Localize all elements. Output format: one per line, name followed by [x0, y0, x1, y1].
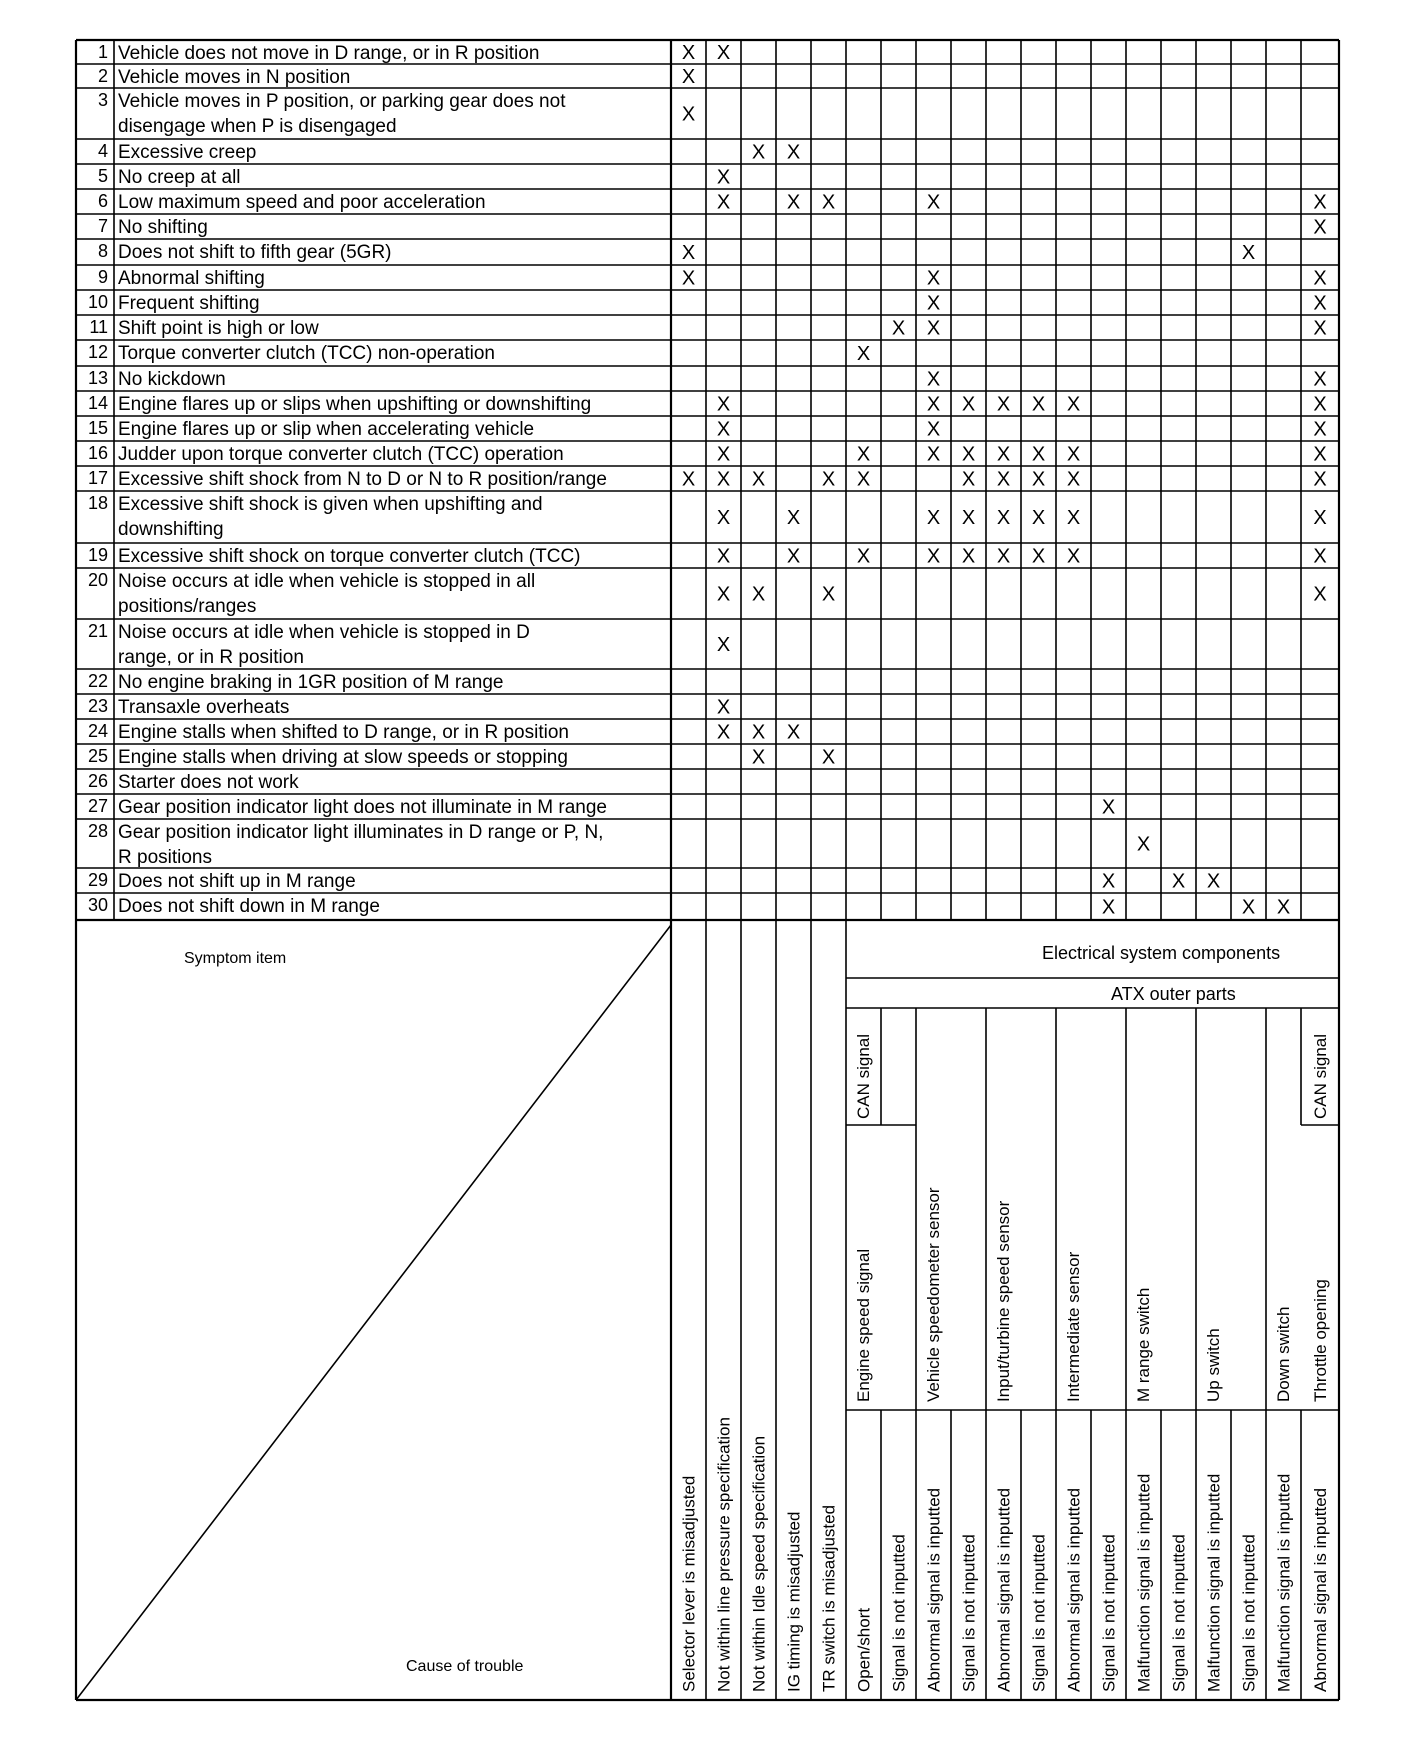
symptom-text: positions/ranges: [118, 596, 257, 617]
row-number: 24: [87, 721, 108, 741]
cause-label: Malfunction signal is inputted: [1134, 1473, 1154, 1692]
trouble-mark: X: [961, 545, 976, 568]
trouble-mark: X: [996, 468, 1011, 491]
row-number: 12: [87, 342, 108, 362]
trouble-mark: X: [996, 393, 1011, 416]
row-number: 5: [97, 166, 108, 186]
cause-label: Abnormal signal is inputted: [994, 1487, 1014, 1692]
trouble-mark: X: [786, 507, 801, 529]
symptom-text: Engine stalls when shifted to D range, or in R position: [118, 722, 569, 743]
sensor-label: Down switch: [1274, 1306, 1293, 1402]
symptom-text: Noise occurs at idle when vehicle is stopped in D: [118, 622, 530, 643]
row-number: 18: [87, 493, 108, 513]
cause-label: Malfunction signal is inputted: [1204, 1473, 1224, 1692]
row-number: 6: [97, 191, 108, 211]
row-number: 19: [87, 545, 108, 565]
trouble-mark: X: [1276, 896, 1291, 919]
cause-label: Open/short: [854, 1607, 874, 1692]
symptom-text: Shift point is high or low: [118, 318, 319, 339]
symptom-text: No shifting: [118, 217, 208, 238]
trouble-mark: X: [1101, 870, 1116, 893]
trouble-mark: X: [716, 393, 731, 416]
symptom-text: Vehicle moves in P position, or parking gear does not: [118, 91, 566, 112]
trouble-mark: X: [751, 583, 766, 606]
trouble-mark: X: [716, 418, 731, 441]
trouble-mark: X: [681, 242, 696, 264]
symptom-text: Transaxle overheats: [118, 697, 290, 718]
trouble-mark: X: [1136, 833, 1151, 856]
symptom-text: Starter does not work: [118, 772, 299, 793]
trouble-mark: X: [716, 583, 731, 606]
symptom-text: Torque converter clutch (TCC) non-operation: [118, 343, 496, 364]
trouble-mark: X: [716, 468, 731, 491]
trouble-mark: X: [926, 292, 941, 315]
trouble-mark: X: [1031, 507, 1046, 529]
trouble-mark: X: [821, 583, 836, 606]
sensor-label: Input/turbine speed sensor: [994, 1200, 1013, 1402]
trouble-mark: X: [1313, 468, 1327, 491]
symptom-text: Vehicle does not move in D range, or in R position: [118, 43, 540, 64]
row-number: 8: [97, 241, 108, 261]
trouble-mark: X: [681, 468, 696, 491]
trouble-mark: X: [961, 443, 976, 466]
trouble-mark: X: [1101, 896, 1116, 919]
symptom-text: Vehicle moves in N position: [118, 67, 351, 88]
symptom-text: Gear position indicator light illuminates in D range or P, N,: [118, 822, 604, 843]
trouble-mark: X: [681, 267, 696, 290]
row-number: 4: [97, 141, 108, 161]
sensor-label: Up switch: [1204, 1328, 1223, 1402]
trouble-mark: X: [1313, 418, 1327, 441]
trouble-mark: X: [681, 66, 696, 88]
trouble-mark: X: [751, 141, 766, 164]
symptom-text: range, or in R position: [118, 647, 304, 668]
row-number: 13: [87, 368, 108, 388]
symptom-text: Excessive shift shock is given when upshifting and: [118, 494, 543, 515]
trouble-mark: X: [1101, 796, 1116, 819]
cause-label: Signal is not inputted: [889, 1534, 909, 1692]
symptom-text: Excessive creep: [118, 142, 257, 163]
symptom-text: No creep at all: [118, 167, 241, 188]
sensor-label: Engine speed signal: [854, 1248, 873, 1402]
atx-outer-parts-label: ATX outer parts: [1111, 984, 1236, 1004]
trouble-mark: X: [926, 191, 941, 214]
sensor-label: Intermediate sensor: [1064, 1251, 1083, 1402]
cause-label: Abnormal signal is inputted: [1064, 1487, 1084, 1692]
trouble-mark: X: [961, 468, 976, 491]
symptom-text: Noise occurs at idle when vehicle is stopped in all: [118, 571, 536, 592]
trouble-mark: X: [856, 343, 871, 365]
symptom-text: disengage when P is disengaged: [118, 116, 397, 137]
trouble-mark: X: [891, 317, 906, 340]
row-number: 11: [89, 317, 108, 337]
symptom-text: No engine braking in 1GR position of M range: [118, 672, 504, 693]
trouble-mark: X: [716, 191, 731, 214]
cause-label: Not within line pressure specification: [714, 1417, 734, 1692]
cause-label: Signal is not inputted: [1099, 1534, 1119, 1692]
trouble-mark: X: [1313, 191, 1327, 214]
trouble-mark: X: [1313, 583, 1327, 606]
trouble-mark: X: [821, 191, 836, 214]
row-number: 7: [97, 216, 108, 236]
trouble-mark: X: [821, 746, 836, 769]
trouble-mark: X: [786, 721, 801, 744]
symptom-text: downshifting: [118, 519, 224, 540]
trouble-mark: X: [681, 42, 696, 64]
row-number: 17: [87, 468, 108, 488]
trouble-mark: X: [996, 443, 1011, 466]
trouble-mark: X: [716, 696, 731, 719]
symptom-text: Judder upon torque converter clutch (TCC) operation: [118, 444, 564, 465]
row-number: 10: [87, 292, 108, 312]
row-number: 9: [97, 267, 108, 287]
symptom-text: Gear position indicator light does not illuminate in M range: [118, 797, 607, 818]
trouble-mark: X: [1066, 545, 1081, 568]
electrical-components-label: Electrical system components: [1042, 943, 1281, 963]
row-number: 23: [87, 696, 108, 716]
trouble-mark: X: [716, 545, 731, 568]
symptom-text: Excessive shift shock on torque converter clutch (TCC): [118, 546, 581, 567]
trouble-mark: X: [926, 418, 941, 441]
trouble-mark: X: [1313, 507, 1327, 529]
symptom-text: R positions: [118, 847, 212, 868]
can-signal-label: CAN signal: [1311, 1033, 1330, 1119]
trouble-mark: X: [926, 443, 941, 466]
row-number: 29: [87, 870, 108, 890]
cause-label: Abnormal signal is inputted: [1311, 1487, 1330, 1692]
trouble-mark: X: [1313, 292, 1327, 315]
symptom-text: Abnormal shifting: [118, 268, 265, 289]
trouble-mark: X: [856, 468, 871, 491]
trouble-mark: X: [1066, 507, 1081, 529]
symptom-text: Does not shift down in M range: [118, 896, 380, 917]
row-number: 14: [87, 393, 108, 413]
cause-label: Signal is not inputted: [1169, 1534, 1189, 1692]
trouble-mark: X: [1313, 443, 1327, 466]
symptom-text: Engine flares up or slip when accelerating vehicle: [118, 419, 535, 440]
trouble-mark: X: [996, 545, 1011, 568]
symptom-item-label: Symptom item: [184, 950, 287, 967]
cause-label: Selector lever is misadjusted: [679, 1475, 699, 1692]
row-number: 26: [87, 771, 108, 791]
cause-label: Not within Idle speed specification: [749, 1435, 769, 1692]
cause-header: [184, 943, 1330, 1692]
trouble-mark: X: [1313, 267, 1327, 290]
trouble-mark: X: [926, 267, 941, 290]
row-number: 22: [87, 671, 108, 691]
row-number: 28: [87, 821, 108, 841]
trouble-mark: X: [1313, 317, 1327, 340]
trouble-mark: X: [1241, 242, 1256, 264]
table-grid: [76, 40, 1339, 1700]
cause-label: Abnormal signal is inputted: [924, 1487, 944, 1692]
trouble-mark: X: [821, 468, 836, 491]
trouble-mark: X: [1313, 393, 1327, 416]
row-number: 2: [97, 66, 108, 86]
cause-label: TR switch is misadjusted: [819, 1504, 839, 1692]
trouble-mark: X: [681, 103, 696, 126]
trouble-mark: X: [751, 721, 766, 744]
row-number: 27: [87, 796, 108, 816]
row-number: 16: [87, 443, 108, 463]
trouble-mark: X: [1031, 393, 1046, 416]
trouble-mark: X: [926, 317, 941, 340]
trouble-mark: X: [996, 507, 1011, 529]
row-number: 25: [87, 746, 108, 766]
row-number: 1: [97, 42, 108, 62]
row-number: 20: [87, 570, 108, 590]
symptom-text: Frequent shifting: [118, 293, 260, 314]
row-number: 21: [87, 621, 108, 641]
symptom-text: No kickdown: [118, 369, 226, 390]
row-number: 15: [87, 418, 108, 438]
trouble-mark: X: [1171, 870, 1186, 893]
row-number: 3: [97, 90, 108, 110]
trouble-mark: X: [1313, 216, 1327, 239]
trouble-mark: X: [1241, 896, 1256, 919]
cause-label: Signal is not inputted: [1239, 1534, 1259, 1692]
symptom-text: Low maximum speed and poor acceleration: [118, 192, 486, 213]
trouble-mark: X: [961, 507, 976, 529]
trouble-mark: X: [1206, 870, 1221, 893]
trouble-mark: X: [1031, 468, 1046, 491]
sensor-label: M range switch: [1134, 1287, 1153, 1402]
trouble-mark: X: [856, 545, 871, 568]
trouble-mark: X: [961, 393, 976, 416]
trouble-mark: X: [1066, 393, 1081, 416]
trouble-mark: X: [1066, 468, 1081, 491]
cause-label: Signal is not inputted: [1029, 1534, 1049, 1692]
trouble-mark: X: [786, 141, 801, 164]
sensor-label: Throttle opening: [1311, 1279, 1330, 1402]
row-number: 30: [87, 895, 108, 915]
trouble-mark: X: [926, 507, 941, 529]
trouble-marks: [682, 42, 1327, 919]
trouble-mark: X: [716, 166, 731, 189]
cause-label: Malfunction signal is inputted: [1274, 1473, 1294, 1692]
trouble-mark: X: [1066, 443, 1081, 466]
trouble-mark: X: [1031, 443, 1046, 466]
trouble-mark: X: [786, 545, 801, 568]
symptom-rows: [88, 42, 607, 917]
cause-label: IG timing is misadjusted: [784, 1511, 804, 1692]
trouble-mark: X: [716, 443, 731, 466]
trouble-mark: X: [786, 191, 801, 214]
can-signal-label: CAN signal: [854, 1033, 873, 1119]
trouble-mark: X: [926, 545, 941, 568]
trouble-mark: X: [716, 634, 731, 656]
symptom-text: Does not shift to fifth gear (5GR): [118, 242, 392, 263]
symptom-text: Excessive shift shock from N to D or N to R position/range: [118, 469, 607, 490]
trouble-mark: X: [1313, 545, 1327, 568]
symptom-text: Engine flares up or slips when upshifting or downshifting: [118, 394, 592, 415]
trouble-mark: X: [926, 393, 941, 416]
trouble-mark: X: [751, 468, 766, 491]
trouble-mark: X: [1313, 368, 1327, 391]
trouble-mark: X: [1031, 545, 1046, 568]
trouble-mark: X: [716, 721, 731, 744]
cause-label: Signal is not inputted: [959, 1534, 979, 1692]
trouble-mark: X: [856, 443, 871, 466]
trouble-mark: X: [716, 507, 731, 529]
trouble-mark: X: [926, 368, 941, 391]
symptom-text: Engine stalls when driving at slow speeds or stopping: [118, 747, 568, 768]
cause-of-trouble-label: Cause of trouble: [406, 1658, 524, 1675]
sensor-label: Vehicle speedometer sensor: [924, 1187, 943, 1402]
symptom-text: Does not shift up in M range: [118, 871, 356, 892]
trouble-mark: X: [751, 746, 766, 769]
trouble-mark: X: [716, 42, 731, 64]
